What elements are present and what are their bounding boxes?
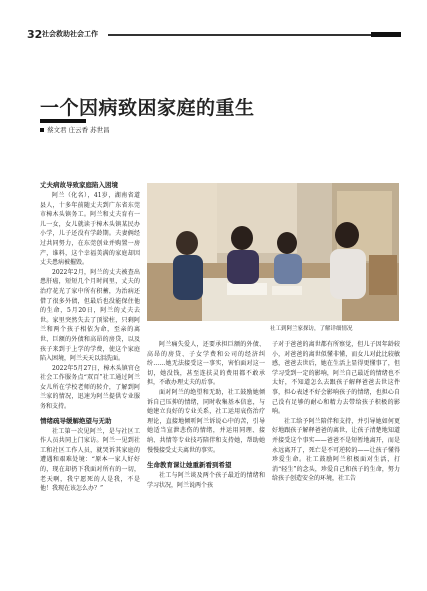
paragraph: 2022年2月，阿兰的丈夫被查出患肝癌，短短几个月时间里，丈夫的治疗花光了家中所有积蓄，为治病还借了很多外债，但最后也没能保住他的生命，5月20日，阿兰的丈夫去世。家里突然失去了顶梁柱，只剩阿兰和两个孩子相依为命，至亲的离世、巨额的外债和高昂的房贷，以及孩子来到于上学的学费，使这个家庭陷入困境，阿兰天天以泪洗面。 [40,268,140,363]
paragraph: 阿兰（化名），41岁，湖南省道县人，十多年前随丈夫到广东省东莞市樟木头镇务工。阿兰和丈夫育有一儿一女，女儿就读于樟木头镇某民办小学，儿子还没有学龄期。夫妻俩经过共同努力，在东莞创业并购置一房产，谁料，这个幸福美满的家庭却因丈夫患病被摧毁。 [40,192,140,267]
article-title: 一个因病致困家庭的重生 [40,97,255,119]
author-line [40,125,110,134]
section-heading: 情绪疏导缓解绝望与无助 [40,416,112,425]
paragraph: 社工与阿兰谈及两个孩子最近的情绪和学习状况，阿兰说两个孩 [147,472,265,489]
paragraph: 社工给予阿兰陪伴和支持，并引导她如何更好地跟孩子解释爸爸的离世，让孩子清楚地知道并接受这个事实——爸爸不是短暂地离开，而是永远离开了，死亡是不可逆转的——让孩子懂得珍爱生命。社工鼓励阿兰积极面对生活，打消“轻生”的念头，珍爱自己和孩子的生命，努力给孩子创造安全的环境，社工告 [272,417,400,483]
paragraph: 阿兰痛失爱人，还要承担巨额的外债、高昂的房贷、子女学费和公司的经济纠纷……她无法接受这一事实，害怕面对这一切，她没钱，甚至连扶灵的费用都不敢承担，不敢办理丈夫的后事。 [147,341,265,387]
section-heading: 丈夫病故导致家庭陷入困境 [40,181,118,189]
column-1 [40,180,140,494]
photo-caption: 社工到阿兰家探访，了解详细情况 [270,326,353,332]
paragraph: 子对于爸爸的离世都有所察觉，但儿子因年龄较小，对爸爸的离世似懂非懂，而女儿对此比较敏感，爸爸去世后，她在生活上显得更懂事了，但学习受到一定的影响，阿兰自己最近的情绪也不太好，不知道怎么去跟孩子解释爸爸去世这件事，担心表述不好会影响孩子的情绪，也担心自己没有足够的耐心和精力去带给孩子积极的影响。 [272,341,400,416]
column-3 [272,340,400,484]
photo-illustration [147,183,399,321]
header-bar [371,32,401,37]
header-rule [108,34,371,36]
paragraph: 社工第一次见阿兰，是与社区工作人员共同上门家访。阿兰一见到社工和社区工作人员，就哭诉其家庭的遭遇和艰难处境：“原本一家人好好的，现在却扔下我面对所有的一切，老天啊，我宁愿死的人是我，不是他！我现在该怎么办？” [40,427,140,493]
section-heading: 生命教育课让她重新看到希望 [147,461,232,470]
column-name: 社会救助社会工作 [42,30,98,38]
column-2 [147,340,265,490]
paragraph: 面对阿兰的绝望和无助，社工鼓励她倾诉自己压抑的情绪，同时收集基本信息，与她建立良好的专业关系，社工运用哀伤治疗理论，直接地倾听阿兰诉说心中的苦，引导她适当宣泄悲伤的情绪，并运用同理、接纳、共情等专业技巧陪伴和支持她，帮助她慢慢接受丈夫离世的事实。 [147,388,265,454]
paragraph: 2022年5月27日，樟木头镇官仓社会工作服务点“双百”社工通过阿兰女儿所在学校老师的转介，了解到阿兰家的情况，迅速为阿兰提供专业服务和支持。 [40,364,140,411]
authors: 蔡文君 庄云香 苏世昌 [47,126,110,134]
bullet-icon [40,128,44,132]
article-photo [147,183,399,321]
title-underline-bar [40,119,86,123]
page-number: 32 [27,28,43,41]
